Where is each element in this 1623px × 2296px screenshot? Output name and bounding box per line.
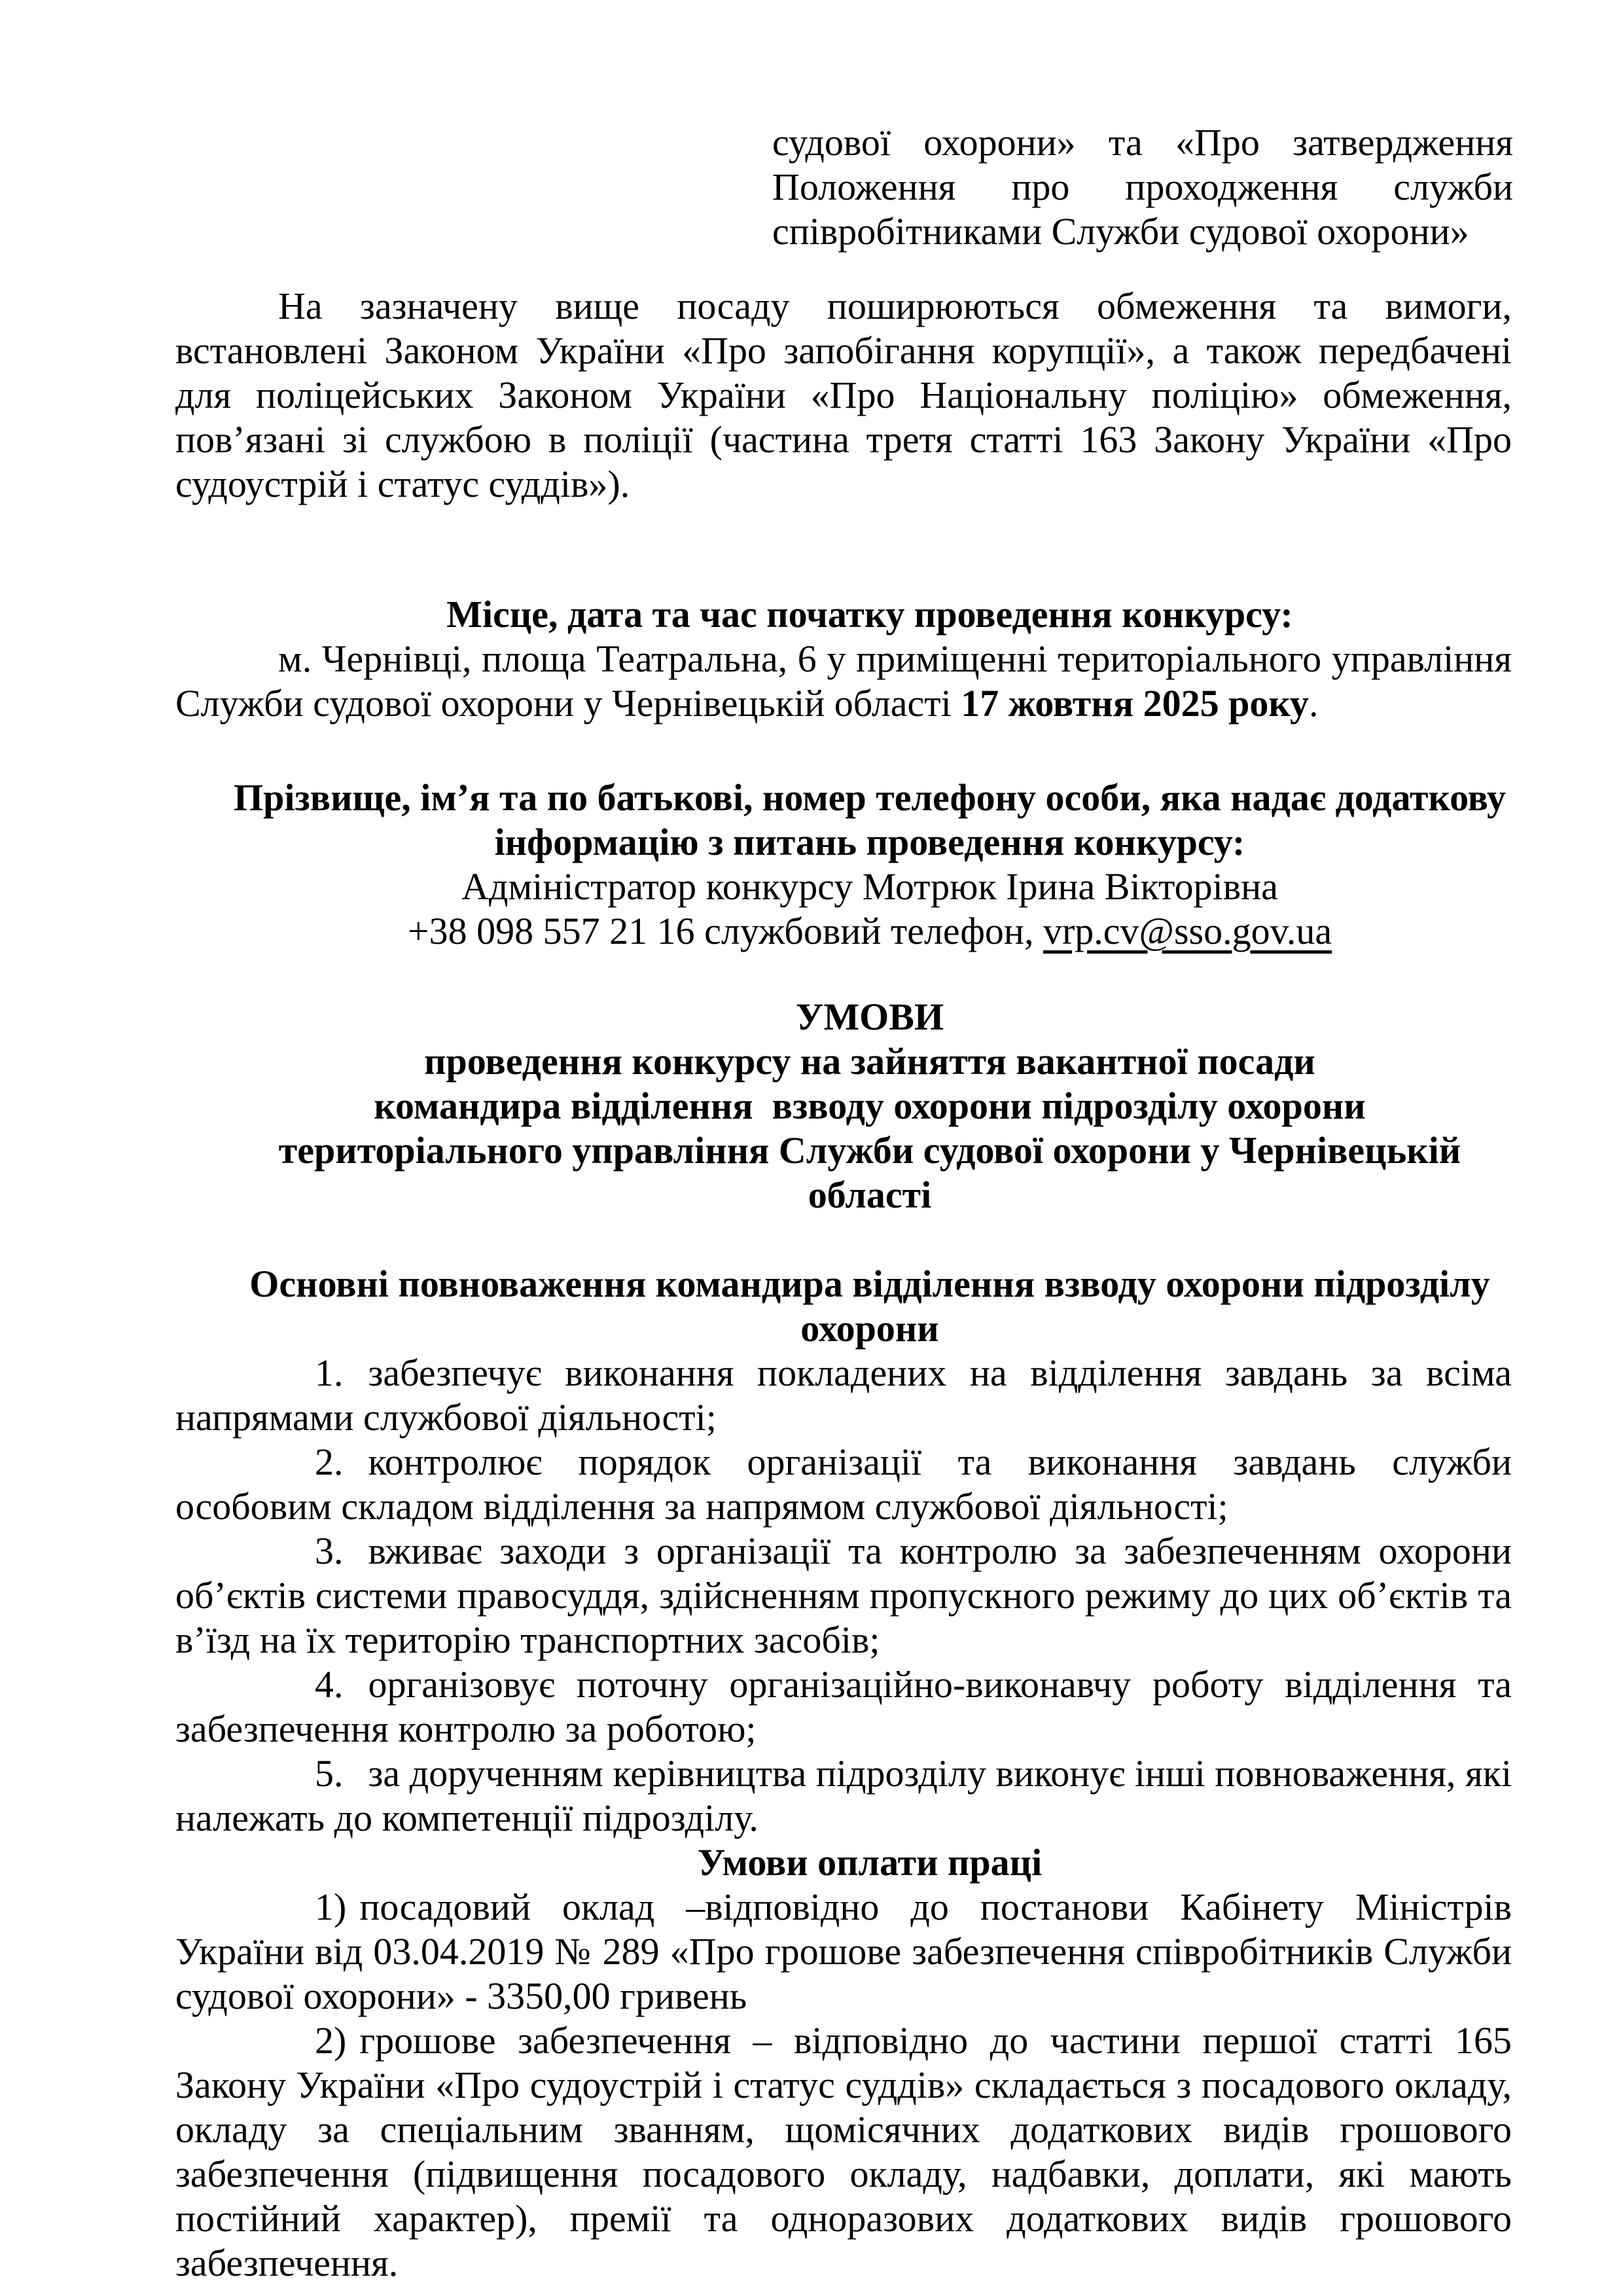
list-number: 1.	[315, 1352, 344, 1394]
list-item-text: за дорученням керівництва підрозділу виконує інші повноваження, які належать до компетенції підрозділу.	[175, 1752, 1512, 1839]
list-item-text: грошове забезпечення – відповідно до частини першої статті 165 Закону України «Про судоустрій і статус суддів» складається з посадового окладу, окладу за спеціальним званням, щомісячних додаткових видів грошового забезпечення (підвищення посадового окладу, надбавки, доплати, які мають постійний характер), премії та одноразових додаткових видів грошового забезпечення.	[175, 2019, 1512, 2284]
powers-item-3	[175, 1529, 1512, 1662]
powers-item-2	[175, 1440, 1512, 1529]
venue-paragraph	[175, 637, 1512, 726]
list-number: 3.	[315, 1530, 344, 1572]
powers-item-1	[175, 1351, 1512, 1440]
list-item-text: вживає заходи з організації та контролю за забезпеченням охорони об’єктів системи правосуддя, здійсненням пропускного режиму до цих об’єктів та в’їзд на їх територію транспортних засобів;	[175, 1530, 1512, 1661]
conditions-title: УМОВИ	[795, 996, 944, 1038]
list-number: 2.	[315, 1441, 344, 1483]
list-item-text: посадовий оклад –відповідно до постанови Кабінету Міністрів України від 03.04.2019 № 289 «Про грошове забезпечення співробітників Служби судової охорони» - 3350,00 гривень	[175, 1886, 1512, 2017]
powers-item-4	[175, 1662, 1512, 1751]
list-item-text: забезпечує виконання покладених на відділення завдань за всіма напрямами службової діяльності;	[175, 1352, 1512, 1439]
list-number: 5.	[315, 1752, 344, 1795]
contact-phone: +38 098 557 21 16 службовий телефон,	[407, 910, 1043, 952]
list-item-text: контролює порядок організації та виконання завдань служби особовим складом відділення за напрямом службової діяльності;	[175, 1441, 1512, 1528]
pay-item-1	[175, 1885, 1512, 2018]
restrictions-paragraph: На зазначену вище посаду поширюються обмеження та вимоги, встановлені Законом України «Про запобігання корупції», а також передбачені для поліцейських Законом України «Про Національну поліцію» обмеження, пов’язані зі службою в поліції (частина третя статті 163 Закону України «Про судоустрій і статус суддів»).	[175, 285, 1512, 505]
venue-text: м. Чернівці, площа Театральна, 6 у приміщенні територіального управління Служби судової охорони у Чернівецькій області	[175, 637, 1512, 725]
venue-date: 17 жовтня 2025 року	[961, 682, 1309, 725]
contact-heading: Прізвище, ім’я та по батькові, номер телефону особи, яка надає додаткову інформацію з питань проведення конкурсу:	[233, 776, 1507, 863]
conditions-position-line: командира відділення взводу охорони підрозділу охорони територіального управління Служби судової охорони у Чернівецькій області	[278, 1085, 1471, 1216]
venue-period: .	[1308, 682, 1319, 725]
contact-phone-line	[175, 909, 1512, 954]
contact-administrator: Адміністратор конкурсу Мотрюк Ірина Вікторівна	[461, 865, 1278, 908]
list-item-text: організовує поточну організаційно-виконавчу роботу відділення та забезпечення контролю за роботою;	[175, 1663, 1512, 1750]
powers-heading: Основні повноваження командира відділення взводу охорони підрозділу охорони	[249, 1263, 1490, 1350]
venue-heading: Місце, дата та час початку проведення конкурсу:	[446, 593, 1293, 636]
continuation-block: судової охорони» та «Про затвердження Положення про проходження служби співробітниками Служби судової охорони»	[772, 121, 1513, 253]
pay-heading: Умови оплати праці	[697, 1841, 1043, 1884]
conditions-subtitle: проведення конкурсу на зайняття вакантної посади	[424, 1040, 1315, 1083]
pay-item-2	[175, 2018, 1512, 2286]
powers-item-5	[175, 1751, 1512, 1840]
list-number: 1)	[315, 1886, 347, 1928]
list-number: 2)	[315, 2019, 347, 2062]
list-number: 4.	[315, 1663, 344, 1706]
contact-email-link[interactable]: vrp.cv@sso.gov.ua	[1043, 910, 1332, 952]
